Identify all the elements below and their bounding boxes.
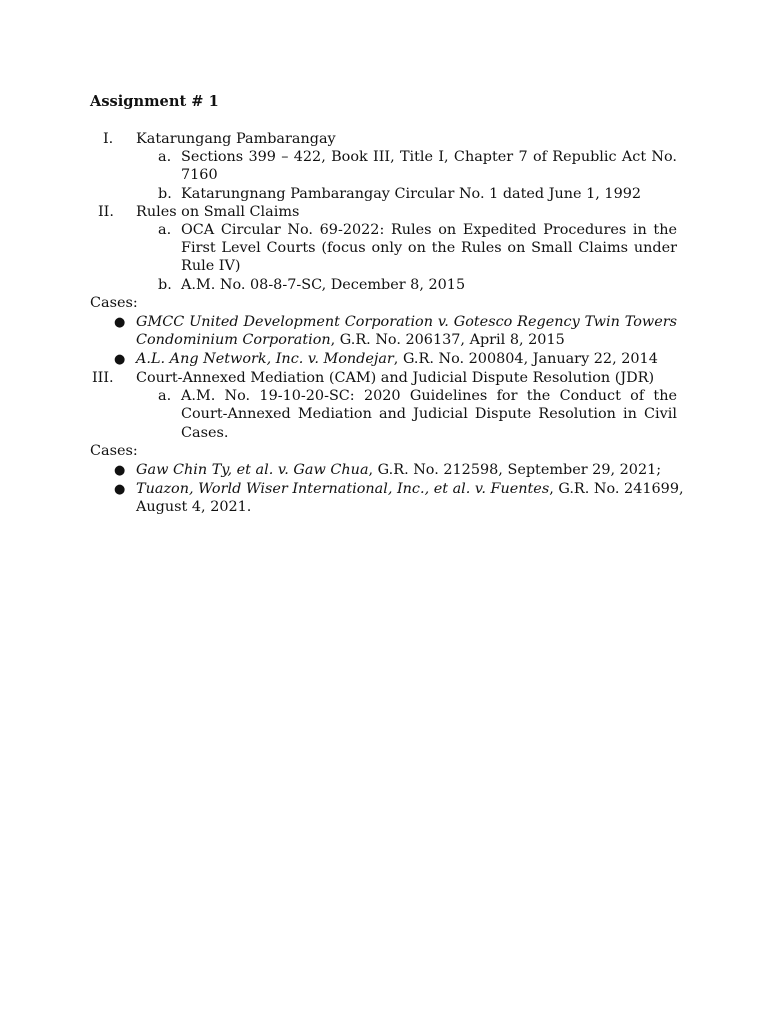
case-citation-cont: August 4, 2021. <box>136 499 252 515</box>
bullet-icon: ● <box>114 463 126 478</box>
item-text-line: A.M. No. 19-10-20-SC: 2020 Guidelines for the Conduct of the <box>181 388 677 404</box>
item-text-line: Cases. <box>181 425 229 441</box>
item-text-line: Katarungnang Pambarangay Circular No. 1 dated June 1, 1992 <box>181 186 642 202</box>
section-numeral: III. <box>92 370 114 386</box>
item-text-line: A.M. No. 08-8-7-SC, December 8, 2015 <box>181 277 466 293</box>
cases-label: Cases: <box>90 443 138 459</box>
item-text-line: Rule IV) <box>181 258 241 274</box>
item-text-line: First Level Courts (focus only on the Rules on Small Claims under <box>181 240 677 256</box>
case-citation: , G.R. No. 212598, September 29, 2021; <box>368 462 662 478</box>
section-numeral: I. <box>103 131 114 147</box>
case-title-line: Tuazon, World Wiser International, Inc., et al. v. Fuentes <box>136 481 550 497</box>
section-title: Court-Annexed Mediation (CAM) and Judicial Dispute Resolution (JDR) <box>136 370 655 386</box>
item-label: a. <box>158 388 172 404</box>
item-label: a. <box>158 222 172 238</box>
item-text-line: Sections 399 – 422, Book III, Title I, Chapter 7 of Republic Act No. <box>181 149 677 165</box>
cases-label: Cases: <box>90 295 138 311</box>
section-title: Katarungang Pambarangay <box>136 131 336 147</box>
case-citation: , G.R. No. 241699, <box>549 481 684 497</box>
case-title-line: Gaw Chin Ty, et al. v. Gaw Chua <box>136 462 369 478</box>
bullet-icon: ● <box>114 482 126 497</box>
item-text-line: 7160 <box>181 167 218 183</box>
case-title-line: A.L. Ang Network, Inc. v. Mondejar <box>136 351 394 367</box>
bullet-icon: ● <box>114 352 126 367</box>
item-text-line: Court-Annexed Mediation and Judicial Dispute Resolution in Civil <box>181 406 677 422</box>
case-title-line: Condominium Corporation <box>136 332 331 348</box>
case-citation: , G.R. No. 206137, April 8, 2015 <box>330 332 565 348</box>
case-title-line: GMCC United Development Corporation v. Gotesco Regency Twin Towers <box>136 314 677 330</box>
item-label: b. <box>158 186 172 202</box>
bullet-icon: ● <box>114 315 126 330</box>
item-text-line: OCA Circular No. 69-2022: Rules on Expedited Procedures in the <box>181 222 677 238</box>
section-title: Rules on Small Claims <box>136 204 300 220</box>
assignment-title: Assignment # 1 <box>90 93 219 110</box>
section-numeral: II. <box>98 204 114 220</box>
item-label: a. <box>158 149 172 165</box>
item-label: b. <box>158 277 172 293</box>
case-citation: , G.R. No. 200804, January 22, 2014 <box>393 351 658 367</box>
